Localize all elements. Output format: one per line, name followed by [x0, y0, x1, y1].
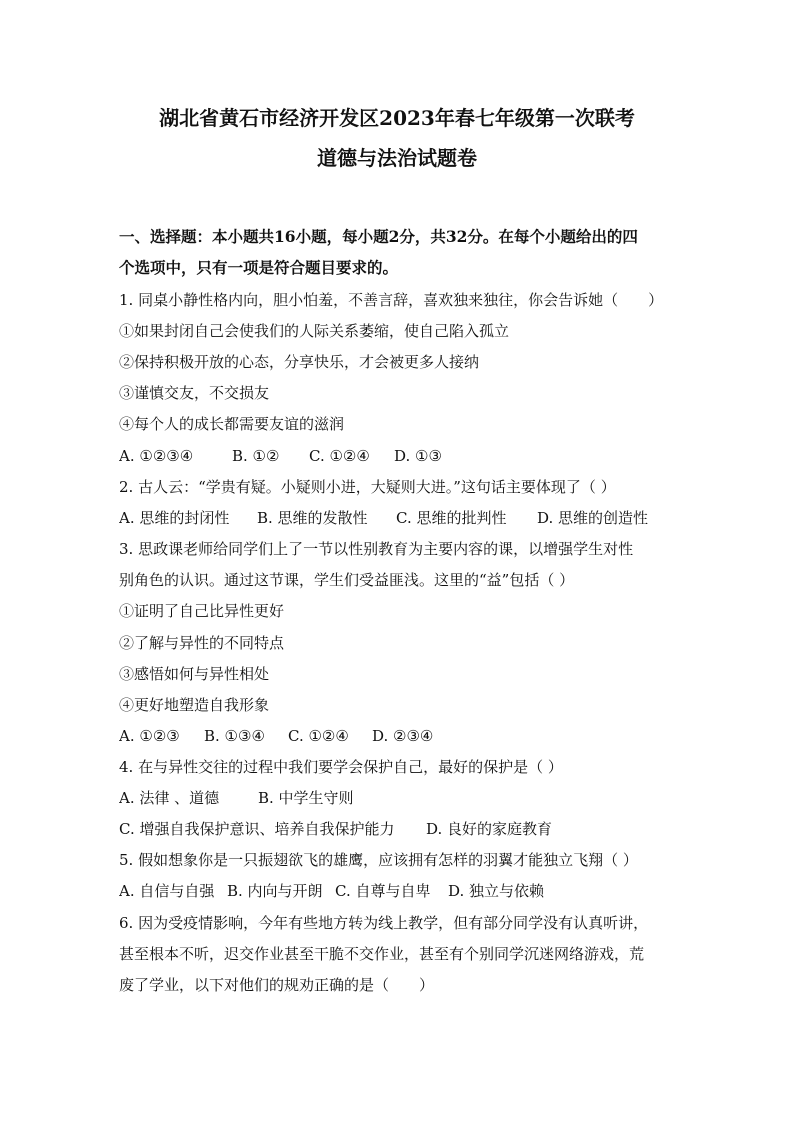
option-b: B. 内向与开朗 [227, 882, 323, 900]
section-heading-cont: 个选项中，只有一项是符合题目要求的。 [119, 258, 399, 277]
option-b: B. 思维的发散性 [257, 509, 368, 527]
option-c: C. 自尊与自卑 [335, 882, 431, 900]
option-c: C. ①②④ [309, 447, 370, 465]
question-2-options [119, 507, 679, 529]
question-4-options-row1 [119, 787, 679, 809]
question-3-item: ①证明了自己比异性更好 [119, 602, 285, 620]
question-3-options [119, 725, 679, 747]
question-3-item: ②了解与异性的不同特点 [119, 634, 285, 652]
question-1-item: ②保持积极开放的心态，分享快乐，才会被更多人接纳 [119, 353, 480, 371]
question-4-stem: 4. 在与异性交往的过程中我们要学会保护自己，最好的保护是（ ） [119, 758, 563, 776]
option-c: C. 增强自我保护意识、培养自我保护能力 [119, 820, 395, 838]
question-6-stem: 6. 因为受疫情影响，今年有些地方转为线上教学，但有部分同学没有认真听讲， [119, 914, 649, 932]
option-a: A. ①②③④ [119, 447, 194, 465]
exam-subtitle: 道德与法治试题卷 [317, 146, 477, 170]
question-4-options-row2 [119, 818, 679, 840]
option-a: A. 法律 、道德 [119, 789, 220, 807]
option-d: D. ②③④ [372, 727, 434, 745]
question-1-item: ④每个人的成长都需要友谊的滋润 [119, 415, 345, 433]
option-b: B. ①② [232, 447, 280, 465]
option-a: A. 自信与自强 [119, 882, 215, 900]
option-d: D. 思维的创造性 [537, 509, 649, 527]
question-1-item: ③谨慎交友，不交损友 [119, 384, 270, 402]
question-3-item: ③感悟如何与异性相处 [119, 665, 270, 683]
option-b: B. 中学生守则 [258, 789, 354, 807]
exam-title: 湖北省黄石市经济开发区2023年春七年级第一次联考 [159, 106, 635, 130]
question-5-options [119, 880, 679, 902]
option-a: A. ①②③ [119, 727, 180, 745]
option-d: D. 良好的家庭教育 [426, 820, 553, 838]
option-c: C. ①②④ [288, 727, 349, 745]
question-2-stem: 2. 古人云：“学贵有疑。小疑则小进，大疑则大进。”这句话主要体现了（ ） [119, 478, 616, 496]
question-6-stem-cont: 甚至根本不听，迟交作业甚至干脆不交作业，甚至有个别同学沉迷网络游戏，荒 [119, 945, 645, 963]
question-3-stem-cont: 别角色的认识。通过这节课，学生们受益匪浅。这里的“益”包括（ ） [119, 571, 575, 589]
question-5-stem: 5. 假如想象你是一只振翅欲飞的雄鹰，应该拥有怎样的羽翼才能独立飞翔（ ） [119, 851, 638, 869]
question-6-stem-cont: 废了学业，以下对他们的规劝正确的是（ ） [119, 976, 435, 994]
option-c: C. 思维的批判性 [396, 509, 507, 527]
question-1-stem: 1. 同桌小静性格内向，胆小怕羞，不善言辞，喜欢独来独往，你会告诉她（ ） [119, 291, 664, 309]
option-d: D. ①③ [394, 447, 442, 465]
option-d: D. 独立与依赖 [448, 882, 545, 900]
question-3-item: ④更好地塑造自我形象 [119, 696, 270, 714]
option-b: B. ①③④ [204, 727, 265, 745]
question-3-stem: 3. 思政课老师给同学们上了一节以性别教育为主要内容的课，以增强学生对性 [119, 540, 634, 558]
section-heading: 一、选择题：本小题共16小题，每小题2分，共32分。在每个小题给出的四 [119, 227, 638, 246]
option-a: A. 思维的封闭性 [119, 509, 230, 527]
question-1-options [119, 445, 679, 467]
question-1-item: ①如果封闭自己会使我们的人际关系萎缩，使自己陷入孤立 [119, 322, 510, 340]
